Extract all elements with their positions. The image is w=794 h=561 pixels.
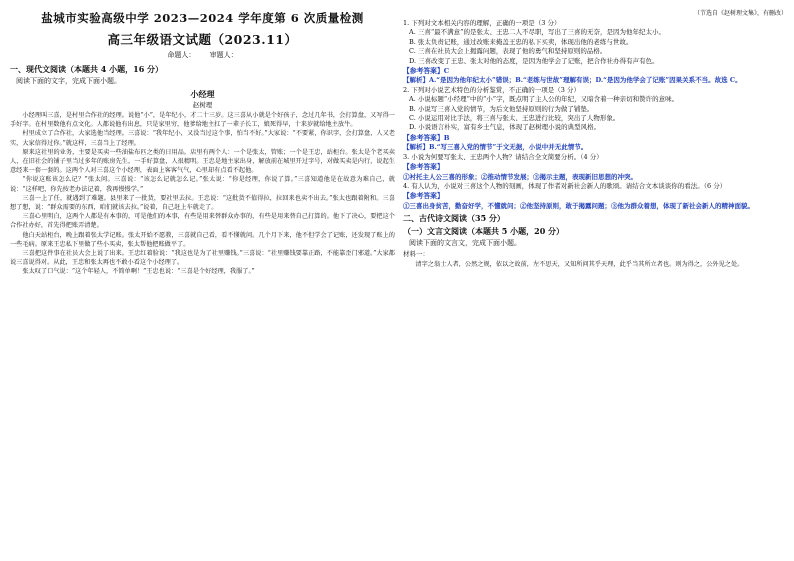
answer-value: ①衬托主人公三喜的形象；②推动情节发展；③揭示主题，表现新旧思想的冲突。	[403, 172, 637, 181]
section1-heading: 一、现代文阅读（本题共 4 小题，16 分）	[10, 64, 164, 74]
question-2	[403, 86, 787, 153]
story-paragraph: 他白天站柜台，晚上跟着张太学记账。张太开始不愿教，三喜就自己看，看不懂就问。几个月下来，他不但学会了记账，还发现了账上的一些毛病。原来王忠私下里做了些小买卖，张太帮他把账做平了。	[10, 231, 395, 248]
story-author: 赵树理	[192, 101, 213, 109]
byline	[10, 50, 395, 60]
right-column	[403, 6, 787, 556]
section2-instruction: 阅读下面的文言文，完成下面小题。	[409, 239, 521, 248]
answer-analysis: 【解析】A.“是因为他年纪太小”错误；B.“老练与世故”理解有误；D.“是因为他学会了记账”因果关系不当。故选 C。	[403, 76, 742, 85]
story-paragraph: 原来这社里的业务，主要是买卖一些油盐布匹之类的日用品。店里有两个人：一个是张太，管账；一个是王忠，站柜台。张太是个老买卖人，在旧社会的铺子里当过多年的账房先生，一手好算盘，人很精明。王忠是地主家出身，解放前在城里开过字号，对做买卖是内行，说起生意经来一套一套的。这两个人对三喜这个小经理，表面上客客气气，心里却有点看不起他。	[10, 148, 395, 175]
question-4	[403, 182, 787, 211]
material-label: 材料一：	[403, 250, 429, 259]
question-option: A. 三喜“最不满意”的是张太、王忠二人不尽职，写出了三喜的无奈，是因为他年纪太小。	[409, 28, 665, 37]
answer-label: 【参考答案】	[403, 192, 444, 201]
section2-subheading: （一）文言文阅读（本题共 5 小题，20 分）	[403, 226, 565, 237]
question-stem: 1. 下列对文本相关内容的理解，正确的一项是（3 分）	[403, 19, 561, 27]
material-text: 清字之翁士人者，公然之规，依以之故前，左不思天，又知所问其乎天理，此乎当其所立者也。则为得之，公外见之处。	[415, 260, 744, 268]
question-stem: 3. 小说为何要写张太、王忠两个人物？请结合全文简要分析。（4 分）	[403, 152, 603, 161]
story-paragraph: 三喜把这件事在社员大会上说了出来。王忠红着脸说：“我这也是为了社里赚钱。”三喜说：“社里赚钱要靠正路，不能靠歪门邪道。”大家都说三喜说得对。从此，王忠和张太再也不敢小看这个小经理了。	[10, 250, 395, 267]
answer-analysis: 【解析】B.“写三喜入党的情节”于文无据，小说中并无此情节。	[403, 143, 588, 152]
answer-line	[403, 163, 787, 172]
section1-instruction: 阅读下面的文字，完成下面小题。	[16, 77, 121, 85]
answer-value: B	[443, 133, 450, 142]
answer-line	[403, 134, 787, 143]
question-3	[403, 153, 787, 182]
answer-label: 【参考答案】	[403, 133, 444, 142]
story-title: 小经理	[190, 89, 215, 99]
setter-label: 命题人：	[167, 51, 196, 59]
question-option: C. 三喜在社员大会上揭露问题，表现了他的勇气和坚持原则的品格。	[409, 47, 607, 56]
story-paragraph: 三喜心里明白，这两个人都是有本事的，可是他们的本事，有些是用来替群众办事的，有些是用来替自己打算的。他下了决心，要把这个合作社办好，首先得把账弄清楚。	[10, 213, 395, 230]
left-column	[10, 6, 395, 556]
question-option: D. 小说语言朴实，富有乡土气息，体现了赵树理小说的典型风格。	[409, 123, 601, 132]
story-paragraph: “你说这账该怎么记？”张太问。三喜说：“该怎么记就怎么记。”张太说：“你是经理，你说了算。”三喜知道他是在故意为难自己，就说：“这样吧，你先按老办法记着，我再慢慢学。”	[10, 176, 395, 193]
question-1	[403, 19, 787, 86]
section2-heading: 二、古代诗文阅读（35 分）	[403, 213, 505, 224]
answer-value: ①三喜出身贫苦，勤奋好学，不懂就问；②他坚持原则，敢于揭露问题；③他为群众着想，体现了新社会新人的精神面貌。	[403, 201, 754, 210]
reviewer-label: 审题人：	[209, 51, 238, 59]
question-option: A. 小说标题“小经理”中的“小”字，既点明了主人公的年纪，又暗含着一种亲切和赞许的意味。	[409, 95, 679, 104]
question-option: D. 三喜改变了王忠、张太对他的态度，是因为他学会了记账，把合作社办得有声有色。	[409, 56, 659, 65]
question-stem: 2. 下列对小说艺术特色的分析鉴赏，不正确的一项是（3 分）	[403, 85, 580, 94]
question-option: B. 张太负责记账，通过改账来掩盖王忠的私下买卖，体现出他的老练与世故。	[409, 37, 633, 46]
question-option: C. 小说运用对比手法，将三喜与张太、王忠进行比较，突出了人物形象。	[409, 114, 620, 123]
story-source: （节选自《赵树理文集》，有删改）	[693, 10, 787, 17]
exam-title-line1: 盐城市实验高级中学 2023—2024 学年度第 6 次质量检测	[41, 11, 364, 25]
story-paragraph: 三喜一上了任，就遇到了难题。县里来了一批货，要社里去拉。王忠说：“这批货不值得拉，拉回来也卖不出去。”张太也跟着附和。三喜想了想，说：“群众需要的东西，咱们就该去拉。”说着，自己赶上车就走了。	[10, 194, 395, 212]
story-paragraph: 小经理叫三喜，是村里合作社的经理。说他“小”，是年纪小，才二十三岁。这三喜从小就是个好孩子，念过几年书，会打算盘，又写得一手好字。在村里数他有点文化。人都说他有出息，只是家里穷，他爹给地主扛了一辈子长工，娘死得早，十来岁就给地主放牛。	[10, 112, 395, 129]
question-stem: 4. 有人认为，小说对三喜这个人物的刻画，体现了作者对新社会新人的歌颂。请结合文本谈谈你的看法。（6 分）	[403, 181, 727, 190]
answer-label: 【参考答案】	[403, 163, 444, 172]
question-option: B. 小说写三喜入党的情节，为后文他坚持原则的行为做了铺垫。	[409, 104, 594, 113]
answer-label: 【参考答案】	[403, 67, 444, 76]
story-paragraph: 张太叹了口气说：“这个年轻人，不简单啊！”王忠也说：“三喜是个好经理，我服了。”	[22, 268, 255, 276]
exam-title-line2: 高三年级语文试题（2023.11）	[107, 32, 298, 47]
story-paragraph: 村里成立了合作社，大家选他当经理。三喜说：“我年纪小，又没当过这个事，怕当不好。”大家说：“不要紧，你识字，会打算盘，人又老实，大家信得过你。”就这样，三喜当上了经理。	[10, 130, 395, 147]
answer-value: C	[443, 67, 450, 76]
answer-line	[403, 192, 787, 201]
